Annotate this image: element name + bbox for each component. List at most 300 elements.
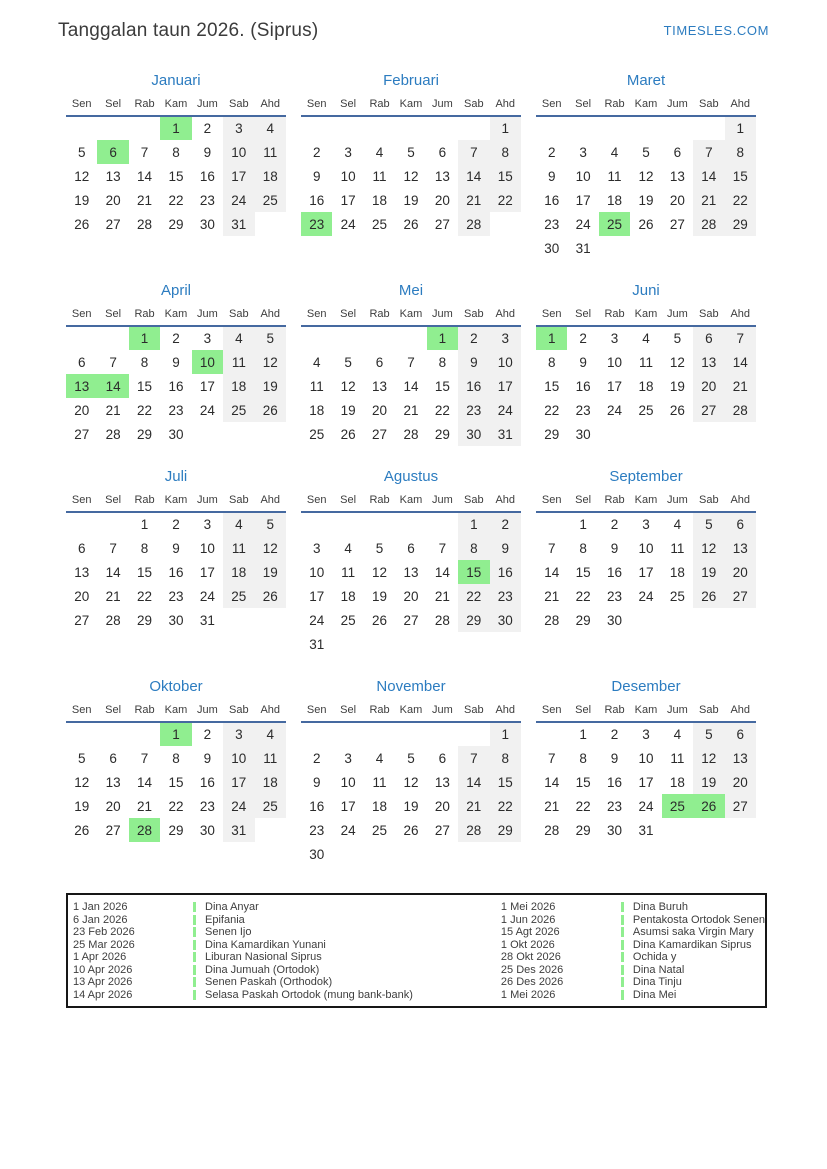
day-cell: 4 bbox=[223, 326, 254, 350]
weekday-header: Sel bbox=[97, 702, 128, 722]
day-cell: 6 bbox=[109, 750, 117, 766]
empty-cell bbox=[395, 722, 426, 746]
day-cell: 10 bbox=[490, 350, 521, 374]
day-cell: 22 bbox=[434, 402, 450, 418]
day-cell: 1 bbox=[490, 116, 521, 140]
day-cell: 5 bbox=[642, 144, 650, 160]
day-cell: 13 bbox=[403, 564, 419, 580]
day-cell: 15 bbox=[490, 770, 521, 794]
day-cell: 27 bbox=[105, 822, 121, 838]
day-cell: 12 bbox=[255, 350, 286, 374]
weekday-header: Rab bbox=[129, 492, 160, 512]
week-row bbox=[536, 140, 756, 164]
day-cell: 12 bbox=[74, 168, 90, 184]
weekday-header: Jum bbox=[662, 96, 693, 116]
holiday-date: 6 Jan 2026 bbox=[73, 913, 128, 926]
day-cell: 3 bbox=[344, 144, 352, 160]
empty-cell bbox=[66, 512, 97, 536]
empty-cell bbox=[599, 236, 630, 260]
empty-cell bbox=[427, 722, 458, 746]
day-cell: 4 bbox=[673, 727, 682, 742]
day-cell: 24 bbox=[223, 188, 254, 212]
day-cell: 26 bbox=[255, 584, 286, 608]
day-cell: 22 bbox=[575, 798, 591, 814]
weekday-header: Sab bbox=[223, 306, 254, 326]
day-cell: 16 bbox=[490, 560, 521, 584]
week-row bbox=[301, 140, 521, 164]
empty-cell bbox=[567, 116, 598, 140]
day-cell: 17 bbox=[199, 378, 215, 394]
day-cell: 22 bbox=[575, 588, 591, 604]
day-cell: 14 bbox=[137, 168, 153, 184]
weekday-header: Sab bbox=[458, 492, 489, 512]
day-cell: 7 bbox=[438, 540, 447, 556]
day-cell: 29 bbox=[575, 822, 591, 838]
day-cell: 20 bbox=[693, 374, 724, 398]
day-cell: 2 bbox=[203, 727, 212, 742]
weekday-header: Ahd bbox=[490, 306, 521, 326]
holiday-item bbox=[501, 914, 765, 927]
week-row bbox=[66, 818, 286, 842]
weekday-header: Sel bbox=[332, 96, 363, 116]
day-cell: 14 bbox=[725, 350, 756, 374]
day-cell: 5 bbox=[77, 750, 86, 766]
empty-cell bbox=[332, 512, 363, 536]
month-table bbox=[301, 96, 521, 236]
day-cell: 18 bbox=[372, 798, 388, 814]
day-cell: 7 bbox=[109, 354, 117, 370]
day-cell: 11 bbox=[607, 168, 622, 184]
day-cell: 15 bbox=[137, 564, 153, 580]
weekday-header: Jum bbox=[427, 96, 458, 116]
empty-cell bbox=[97, 326, 128, 350]
day-cell: 16 bbox=[168, 564, 184, 580]
holiday-marker-bar bbox=[193, 952, 196, 962]
empty-cell bbox=[364, 512, 395, 536]
day-cell: 28 bbox=[137, 216, 153, 232]
calendar-grid bbox=[66, 72, 756, 888]
day-cell: 16 bbox=[575, 378, 591, 394]
month-table bbox=[301, 702, 521, 866]
empty-cell bbox=[662, 236, 693, 260]
holiday-name: Asumsi saka Virgin Mary bbox=[632, 926, 754, 938]
month-juni bbox=[536, 282, 756, 446]
day-cell: 7 bbox=[693, 140, 724, 164]
empty-cell bbox=[255, 212, 286, 236]
day-cell: 26 bbox=[74, 822, 90, 838]
empty-cell bbox=[332, 326, 363, 350]
empty-cell bbox=[129, 722, 160, 746]
holiday-date: 25 Des 2026 bbox=[500, 963, 564, 976]
day-cell: 14 bbox=[693, 164, 724, 188]
day-cell: 18 bbox=[255, 164, 286, 188]
day-cell: 10 bbox=[575, 168, 591, 184]
day-cell: 3 bbox=[203, 517, 212, 532]
page-title: Tanggalan taun 2026. (Siprus) bbox=[58, 20, 319, 41]
day-cell: 8 bbox=[547, 354, 556, 370]
holiday-item bbox=[501, 939, 765, 952]
day-cell: 11 bbox=[670, 540, 685, 556]
weekday-header: Sel bbox=[567, 702, 598, 722]
week-row bbox=[66, 608, 286, 632]
day-cell: 8 bbox=[458, 536, 489, 560]
day-cell: 7 bbox=[140, 144, 149, 160]
day-cell: 7 bbox=[140, 750, 149, 766]
weekday-header: Kam bbox=[160, 96, 191, 116]
day-cell: 5 bbox=[375, 540, 384, 556]
day-cell: 7 bbox=[458, 140, 489, 164]
day-cell: 18 bbox=[309, 402, 325, 418]
weekday-header: Jum bbox=[427, 492, 458, 512]
day-cell: 10 bbox=[340, 774, 356, 790]
holiday-item bbox=[501, 926, 765, 939]
day-cell: 21 bbox=[403, 402, 419, 418]
holiday-name: Dina Kamardikan Yunani bbox=[205, 938, 326, 951]
day-cell: 25 bbox=[223, 398, 254, 422]
weekday-header: Jum bbox=[662, 702, 693, 722]
day-cell: 21 bbox=[105, 402, 121, 418]
weekday-header: Sel bbox=[97, 492, 128, 512]
day-cell: 10 bbox=[638, 540, 654, 556]
day-cell: 23 bbox=[309, 822, 325, 838]
holiday-item bbox=[73, 901, 457, 914]
week-row bbox=[301, 746, 521, 770]
holiday-date: 1 Jun 2026 bbox=[500, 913, 556, 926]
day-cell: 3 bbox=[203, 331, 212, 346]
holiday-item bbox=[73, 976, 457, 989]
weekday-header: Sel bbox=[567, 306, 598, 326]
day-cell: 10 bbox=[309, 564, 325, 580]
day-cell: 13 bbox=[105, 774, 121, 790]
weekday-header: Sen bbox=[536, 702, 567, 722]
holiday-item bbox=[73, 939, 457, 952]
day-cell: 25 bbox=[309, 426, 325, 442]
day-cell: 10 bbox=[199, 540, 215, 556]
week-row bbox=[536, 398, 756, 422]
holiday-marker-bar bbox=[621, 940, 624, 950]
day-cell: 23 bbox=[544, 216, 560, 232]
day-cell: 7 bbox=[725, 326, 756, 350]
weekday-header: Jum bbox=[427, 306, 458, 326]
empty-cell bbox=[97, 512, 128, 536]
week-row bbox=[536, 560, 756, 584]
day-cell: 18 bbox=[669, 564, 685, 580]
holiday-date: 25 Mar 2026 bbox=[73, 938, 135, 951]
weekday-header: Ahd bbox=[255, 702, 286, 722]
day-cell: 23 bbox=[607, 588, 623, 604]
day-cell: 25 bbox=[599, 212, 630, 236]
day-cell: 22 bbox=[544, 402, 560, 418]
weekday-header: Jum bbox=[662, 306, 693, 326]
day-cell: 26 bbox=[340, 426, 356, 442]
holiday-item bbox=[501, 964, 765, 977]
month-oktober bbox=[66, 678, 286, 842]
day-cell: 27 bbox=[372, 426, 388, 442]
day-cell: 8 bbox=[172, 750, 180, 766]
weekday-header: Sel bbox=[97, 96, 128, 116]
month-title: Februari bbox=[383, 72, 439, 89]
holiday-marker-bar bbox=[193, 915, 196, 925]
holiday-name: Dina Anyar bbox=[205, 901, 259, 913]
day-cell: 20 bbox=[105, 192, 121, 208]
day-cell: 18 bbox=[223, 560, 254, 584]
day-cell: 26 bbox=[638, 216, 654, 232]
day-cell: 9 bbox=[490, 536, 521, 560]
week-row bbox=[66, 536, 286, 560]
empty-cell bbox=[332, 722, 363, 746]
day-cell: 17 bbox=[607, 378, 623, 394]
month-title: Agustus bbox=[383, 468, 439, 485]
day-cell: 12 bbox=[403, 774, 419, 790]
day-cell: 11 bbox=[223, 536, 254, 560]
month-maret bbox=[536, 72, 756, 260]
week-row bbox=[301, 326, 521, 350]
weekday-header: Rab bbox=[364, 702, 395, 722]
holiday-name: Dina Mei bbox=[632, 988, 677, 1001]
day-cell: 12 bbox=[638, 168, 654, 184]
timesles-link[interactable]: TIMESLES.COM bbox=[663, 23, 769, 38]
weekday-header: Sel bbox=[332, 306, 363, 326]
day-cell: 24 bbox=[575, 216, 591, 232]
day-cell: 15 bbox=[137, 378, 153, 394]
empty-cell bbox=[301, 512, 332, 536]
day-cell: 30 bbox=[168, 426, 184, 442]
day-cell: 13 bbox=[725, 536, 756, 560]
weekday-header: Sab bbox=[693, 96, 724, 116]
day-cell: 13 bbox=[434, 168, 450, 184]
day-cell: 26 bbox=[255, 398, 286, 422]
weekday-header: Sen bbox=[301, 702, 332, 722]
day-cell: 27 bbox=[105, 216, 121, 232]
week-row bbox=[536, 350, 756, 374]
empty-cell bbox=[427, 512, 458, 536]
day-cell: 3 bbox=[223, 722, 254, 746]
week-row bbox=[301, 350, 521, 374]
day-cell: 2 bbox=[312, 750, 321, 766]
day-cell: 17 bbox=[309, 588, 325, 604]
empty-cell bbox=[536, 722, 567, 746]
day-cell: 2 bbox=[172, 517, 180, 532]
day-cell: 30 bbox=[168, 612, 184, 628]
week-row bbox=[66, 722, 286, 746]
day-cell: 29 bbox=[544, 426, 560, 442]
holiday-name: Liburan Nasional Siprus bbox=[205, 951, 322, 963]
day-cell: 19 bbox=[669, 378, 685, 394]
day-cell: 5 bbox=[693, 722, 724, 746]
day-cell: 23 bbox=[490, 584, 521, 608]
day-cell: 12 bbox=[340, 378, 356, 394]
day-cell: 26 bbox=[403, 216, 419, 232]
day-cell: 4 bbox=[344, 540, 352, 556]
empty-cell bbox=[490, 842, 521, 866]
day-cell: 22 bbox=[490, 794, 521, 818]
day-cell: 26 bbox=[403, 822, 419, 838]
week-row bbox=[301, 632, 521, 656]
day-cell: 24 bbox=[490, 398, 521, 422]
holiday-marker-bar bbox=[621, 990, 624, 1000]
day-cell: 8 bbox=[579, 750, 587, 766]
day-cell: 28 bbox=[458, 818, 489, 842]
day-cell: 21 bbox=[544, 798, 560, 814]
day-cell: 19 bbox=[74, 798, 90, 814]
holiday-date: 1 Okt 2026 bbox=[500, 938, 555, 951]
week-row bbox=[66, 770, 286, 794]
holiday-marker-bar bbox=[621, 915, 624, 925]
day-cell: 19 bbox=[693, 560, 724, 584]
day-cell: 9 bbox=[203, 750, 212, 766]
holiday-date: 14 Apr 2026 bbox=[73, 988, 133, 1001]
day-cell: 14 bbox=[458, 164, 489, 188]
day-cell: 28 bbox=[544, 612, 560, 628]
holiday-date: 10 Apr 2026 bbox=[73, 963, 133, 976]
day-cell: 19 bbox=[74, 192, 90, 208]
day-cell: 19 bbox=[403, 192, 419, 208]
day-cell: 21 bbox=[693, 188, 724, 212]
weekday-header: Ahd bbox=[490, 702, 521, 722]
day-cell: 31 bbox=[490, 422, 521, 446]
holiday-list-left bbox=[68, 901, 457, 1006]
day-cell: 6 bbox=[725, 722, 756, 746]
day-cell: 31 bbox=[223, 212, 254, 236]
day-cell: 4 bbox=[642, 331, 650, 346]
day-cell: 23 bbox=[199, 798, 215, 814]
week-row bbox=[66, 374, 286, 398]
day-cell: 10 bbox=[223, 140, 254, 164]
week-row bbox=[536, 512, 756, 536]
weekday-header: Sen bbox=[301, 96, 332, 116]
day-cell: 14 bbox=[97, 374, 128, 398]
holiday-name: Senen Ijo bbox=[205, 926, 252, 938]
day-cell: 21 bbox=[725, 374, 756, 398]
weekday-header: Sel bbox=[97, 306, 128, 326]
empty-cell bbox=[490, 632, 521, 656]
week-row bbox=[301, 722, 521, 746]
weekday-header: Jum bbox=[192, 306, 223, 326]
empty-cell bbox=[693, 236, 724, 260]
day-cell: 30 bbox=[544, 240, 560, 256]
empty-cell bbox=[630, 422, 661, 446]
day-cell: 20 bbox=[74, 588, 90, 604]
day-cell: 23 bbox=[607, 798, 623, 814]
month-februari bbox=[301, 72, 521, 236]
empty-cell bbox=[395, 632, 426, 656]
month-table bbox=[66, 306, 286, 446]
day-cell: 2 bbox=[172, 331, 180, 346]
weekday-header: Ahd bbox=[255, 96, 286, 116]
day-cell: 27 bbox=[74, 426, 90, 442]
day-cell: 16 bbox=[309, 192, 325, 208]
month-table bbox=[536, 702, 756, 842]
day-cell: 4 bbox=[673, 517, 682, 532]
holiday-date: 1 Apr 2026 bbox=[73, 951, 127, 963]
empty-cell bbox=[458, 116, 489, 140]
day-cell: 19 bbox=[693, 770, 724, 794]
day-cell: 13 bbox=[693, 350, 724, 374]
day-cell: 29 bbox=[137, 612, 153, 628]
empty-cell bbox=[301, 722, 332, 746]
weekday-header: Jum bbox=[192, 702, 223, 722]
day-cell: 14 bbox=[544, 774, 560, 790]
day-cell: 16 bbox=[199, 774, 215, 790]
week-row bbox=[301, 560, 521, 584]
weekday-header: Ahd bbox=[725, 702, 756, 722]
week-row bbox=[301, 398, 521, 422]
day-cell: 30 bbox=[458, 422, 489, 446]
month-desember bbox=[536, 678, 756, 842]
day-cell: 26 bbox=[372, 612, 388, 628]
weekday-header: Kam bbox=[160, 306, 191, 326]
day-cell: 12 bbox=[403, 168, 419, 184]
empty-cell bbox=[66, 722, 97, 746]
day-cell: 17 bbox=[199, 564, 215, 580]
weekday-header: Kam bbox=[395, 306, 426, 326]
weekday-header: Sab bbox=[223, 492, 254, 512]
weekday-header: Ahd bbox=[490, 492, 521, 512]
day-cell: 1 bbox=[579, 727, 587, 742]
empty-cell bbox=[364, 842, 395, 866]
day-cell: 24 bbox=[199, 588, 215, 604]
weekday-header: Kam bbox=[630, 702, 661, 722]
day-cell: 23 bbox=[199, 192, 215, 208]
month-title: Maret bbox=[626, 72, 666, 89]
day-cell: 9 bbox=[458, 350, 489, 374]
empty-cell bbox=[97, 722, 128, 746]
day-cell: 21 bbox=[137, 798, 153, 814]
empty-cell bbox=[332, 632, 363, 656]
day-cell: 1 bbox=[160, 722, 191, 746]
week-row bbox=[66, 212, 286, 236]
day-cell: 6 bbox=[375, 354, 384, 370]
weekday-header: Sen bbox=[536, 492, 567, 512]
week-row bbox=[66, 398, 286, 422]
day-cell: 29 bbox=[575, 612, 591, 628]
day-cell: 30 bbox=[490, 608, 521, 632]
day-cell: 4 bbox=[375, 750, 384, 766]
day-cell: 7 bbox=[407, 354, 415, 370]
day-cell: 8 bbox=[490, 140, 521, 164]
day-cell: 17 bbox=[638, 564, 654, 580]
day-cell: 19 bbox=[372, 588, 388, 604]
week-row bbox=[301, 608, 521, 632]
day-cell: 26 bbox=[74, 216, 90, 232]
week-row bbox=[536, 722, 756, 746]
day-cell: 11 bbox=[341, 564, 356, 580]
holiday-marker-bar bbox=[621, 965, 624, 975]
holiday-item bbox=[73, 951, 457, 964]
holiday-name: Dina Kamardikan Siprus bbox=[632, 938, 752, 951]
empty-cell bbox=[458, 722, 489, 746]
day-cell: 9 bbox=[312, 774, 321, 790]
day-cell: 5 bbox=[407, 750, 415, 766]
month-table bbox=[301, 492, 521, 656]
day-cell: 8 bbox=[140, 540, 149, 556]
day-cell: 18 bbox=[372, 192, 388, 208]
day-cell: 30 bbox=[607, 612, 623, 628]
month-title: November bbox=[376, 678, 446, 695]
holiday-item bbox=[73, 926, 457, 939]
day-cell: 1 bbox=[536, 326, 567, 350]
week-row bbox=[301, 212, 521, 236]
day-cell: 2 bbox=[610, 517, 619, 532]
empty-cell bbox=[427, 116, 458, 140]
weekday-header: Jum bbox=[662, 492, 693, 512]
week-row bbox=[66, 512, 286, 536]
day-cell: 29 bbox=[137, 426, 153, 442]
day-cell: 16 bbox=[607, 564, 623, 580]
day-cell: 18 bbox=[223, 374, 254, 398]
weekday-header: Sel bbox=[567, 96, 598, 116]
day-cell: 15 bbox=[725, 164, 756, 188]
